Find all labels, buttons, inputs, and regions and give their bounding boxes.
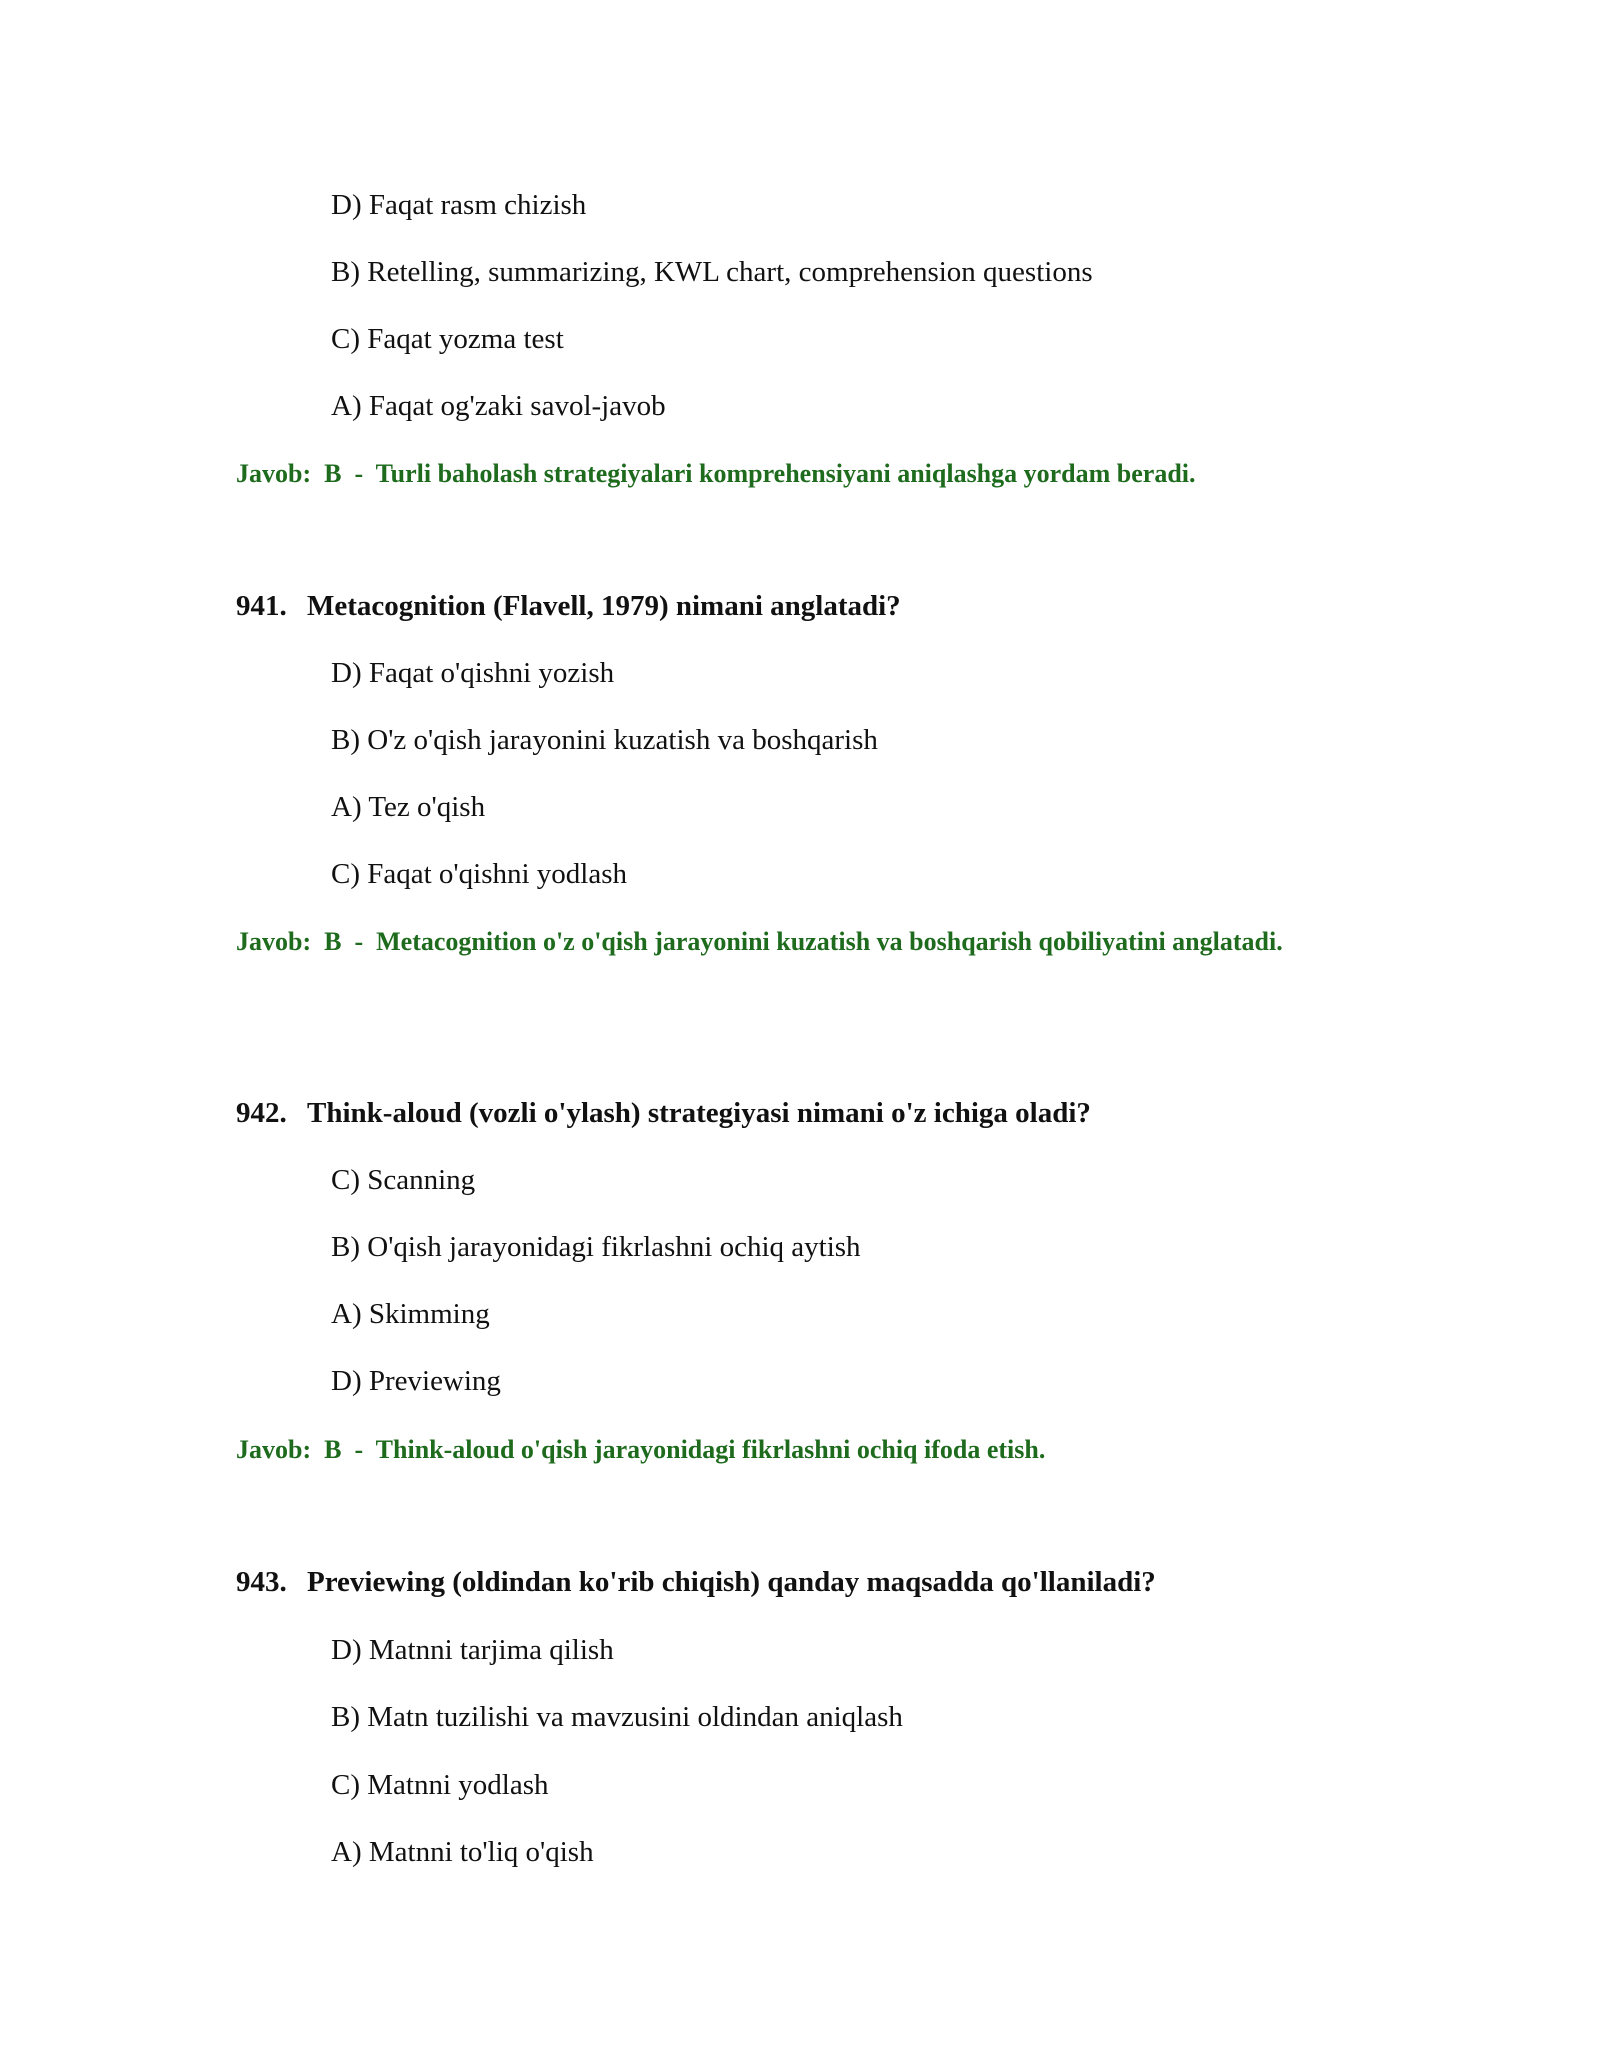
answer-letter: B: [324, 1435, 342, 1464]
answer-explanation: Turli baholash strategiyalari komprehensiyani aniqlashga yordam beradi.: [375, 459, 1196, 488]
question-heading: [236, 1565, 1156, 1599]
answer-letter: B: [324, 459, 342, 488]
answer-key: Javob: B - Turli baholash strategiyalari komprehensiyani aniqlashga yordam beradi.: [236, 459, 1196, 488]
question-number: 943.: [236, 1566, 287, 1598]
answer-key: Javob: B - Think-aloud o'qish jarayonidagi fikrlashni ochiq ifoda etish.: [236, 1435, 1046, 1464]
answer-option: D) Faqat o'qishni yozish: [331, 657, 615, 689]
answer-option: C) Matnni yodlash: [331, 1769, 549, 1801]
answer-option: B) O'z o'qish jarayonini kuzatish va boshqarish: [331, 724, 878, 756]
question-text: Metacognition (Flavell, 1979) nimani anglatadi?: [307, 590, 901, 622]
question-heading: [236, 589, 901, 623]
answer-label: Javob:: [236, 1435, 312, 1464]
answer-option: C) Faqat yozma test: [331, 323, 564, 355]
answer-letter: B: [324, 927, 342, 956]
question-text: Think-aloud (vozli o'ylash) strategiyasi nimani o'z ichiga oladi?: [307, 1097, 1091, 1129]
answer-option: A) Skimming: [331, 1298, 490, 1330]
answer-option: A) Faqat og'zaki savol-javob: [331, 390, 666, 422]
answer-key: Javob: B - Metacognition o'z o'qish jarayonini kuzatish va boshqarish qobiliyatini anglatadi.: [236, 927, 1283, 956]
answer-option: D) Matnni tarjima qilish: [331, 1634, 614, 1666]
answer-option: B) Retelling, summarizing, KWL chart, comprehension questions: [331, 256, 1093, 288]
answer-explanation: Think-aloud o'qish jarayonidagi fikrlashni ochiq ifoda etish.: [375, 1435, 1046, 1464]
answer-option: B) O'qish jarayonidagi fikrlashni ochiq aytish: [331, 1231, 861, 1263]
answer-option: D) Previewing: [331, 1365, 501, 1397]
answer-option: B) Matn tuzilishi va mavzusini oldindan aniqlash: [331, 1701, 903, 1733]
question-text: Previewing (oldindan ko'rib chiqish) qanday maqsadda qo'llaniladi?: [307, 1566, 1156, 1598]
question-number: 942.: [236, 1097, 287, 1129]
answer-option: C) Faqat o'qishni yodlash: [331, 858, 628, 890]
answer-explanation: Metacognition o'z o'qish jarayonini kuzatish va boshqarish qobiliyatini anglatadi.: [376, 927, 1283, 956]
answer-label: Javob:: [236, 459, 312, 488]
answer-option: A) Matnni to'liq o'qish: [331, 1836, 594, 1868]
answer-option: A) Tez o'qish: [331, 791, 486, 823]
question-heading: [236, 1096, 1091, 1130]
question-number: 941.: [236, 590, 287, 622]
answer-option: C) Scanning: [331, 1164, 476, 1196]
answer-label: Javob:: [236, 927, 312, 956]
answer-option: D) Faqat rasm chizish: [331, 189, 587, 221]
